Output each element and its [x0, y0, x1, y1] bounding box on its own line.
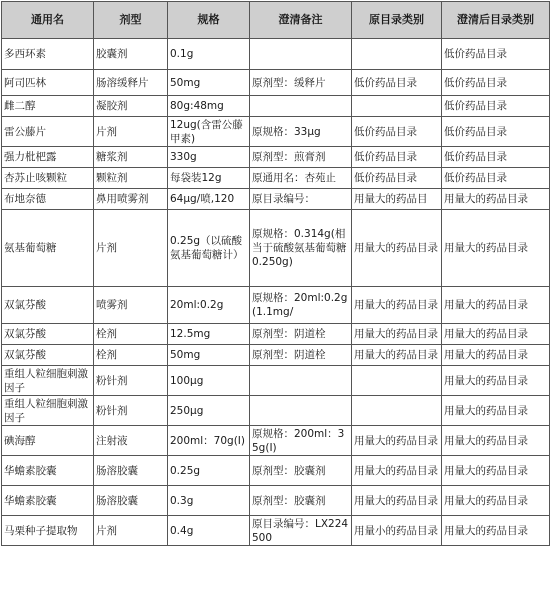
cell-spec: 80g:48mg — [168, 96, 250, 117]
cell-spec: 0.25g — [168, 456, 250, 486]
table-row — [2, 396, 550, 426]
cell-form: 片剂 — [94, 516, 168, 546]
cell-name: 华蟾素胶囊 — [2, 486, 94, 516]
cell-name: 双氯芬酸 — [2, 324, 94, 345]
table-row — [2, 70, 550, 96]
cell-spec: 12ug(含雷公藤甲素) — [168, 117, 250, 147]
cell-note: 原剂型：缓释片 — [250, 70, 352, 96]
cell-note — [250, 366, 352, 396]
cell-name: 重组人粒细胞刺激因子 — [2, 366, 94, 396]
cell-note — [250, 96, 352, 117]
cell-form: 肠溶缓释片 — [94, 70, 168, 96]
cell-form: 肠溶胶囊 — [94, 456, 168, 486]
table-row — [2, 147, 550, 168]
cell-spec: 0.3g — [168, 486, 250, 516]
header-original-category: 原目录类别 — [352, 2, 442, 39]
cell-spec: 100μg — [168, 366, 250, 396]
cell-new: 用量大的药品目录 — [442, 189, 550, 210]
cell-form: 喷雾剂 — [94, 287, 168, 324]
table-row — [2, 366, 550, 396]
cell-orig: 低价药品目录 — [352, 168, 442, 189]
cell-name: 阿司匹林 — [2, 70, 94, 96]
cell-name: 杏苏止咳颗粒 — [2, 168, 94, 189]
cell-name: 布地奈德 — [2, 189, 94, 210]
cell-new: 用量大的药品目录 — [442, 456, 550, 486]
table-row — [2, 486, 550, 516]
cell-orig: 用量大的药品目 — [352, 189, 442, 210]
cell-form: 颗粒剂 — [94, 168, 168, 189]
cell-note — [250, 396, 352, 426]
cell-name: 华蟾素胶囊 — [2, 456, 94, 486]
cell-spec: 0.25g（以硫酸氨基葡萄糖计） — [168, 210, 250, 287]
cell-new: 用量大的药品目录 — [442, 287, 550, 324]
cell-orig — [352, 96, 442, 117]
cell-form: 肠溶胶囊 — [94, 486, 168, 516]
cell-name: 重组人粒细胞刺激因子 — [2, 396, 94, 426]
table-row — [2, 287, 550, 324]
cell-new: 用量大的药品目录 — [442, 516, 550, 546]
cell-new: 低价药品目录 — [442, 70, 550, 96]
cell-note: 原剂型：煎膏剂 — [250, 147, 352, 168]
cell-note: 原规格：0.314g(相当于硫酸氨基葡萄糖0.250g) — [250, 210, 352, 287]
cell-new: 用量大的药品目录 — [442, 486, 550, 516]
cell-spec: 50mg — [168, 70, 250, 96]
cell-orig: 低价药品目录 — [352, 117, 442, 147]
cell-spec: 0.4g — [168, 516, 250, 546]
cell-spec: 每袋装12g — [168, 168, 250, 189]
cell-orig: 用量大的药品目录 — [352, 210, 442, 287]
table-row — [2, 426, 550, 456]
table-row — [2, 516, 550, 546]
cell-orig: 用量大的药品目录 — [352, 426, 442, 456]
cell-spec: 64μg/喷,120 — [168, 189, 250, 210]
header-generic-name: 通用名 — [2, 2, 94, 39]
cell-new: 用量大的药品目录 — [442, 396, 550, 426]
cell-note: 原规格：20ml:0.2g(1.1mg/ — [250, 287, 352, 324]
cell-name: 氨基葡萄糖 — [2, 210, 94, 287]
table-row — [2, 39, 550, 70]
cell-new: 用量大的药品目录 — [442, 366, 550, 396]
cell-orig: 用量大的药品目录 — [352, 287, 442, 324]
cell-new: 低价药品目录 — [442, 168, 550, 189]
cell-orig: 用量大的药品目录 — [352, 345, 442, 366]
cell-new: 用量大的药品目录 — [442, 324, 550, 345]
cell-spec: 200ml：70g(I) — [168, 426, 250, 456]
cell-orig — [352, 366, 442, 396]
cell-name: 碘海醇 — [2, 426, 94, 456]
cell-form: 凝胶剂 — [94, 96, 168, 117]
table-row — [2, 456, 550, 486]
table-row — [2, 96, 550, 117]
cell-new: 用量大的药品目录 — [442, 345, 550, 366]
cell-note: 原通用名：杏苑止 — [250, 168, 352, 189]
table-row — [2, 168, 550, 189]
cell-orig — [352, 396, 442, 426]
cell-note: 原规格：33µg — [250, 117, 352, 147]
header-dosage-form: 剂型 — [94, 2, 168, 39]
cell-form: 粉针剂 — [94, 366, 168, 396]
cell-name: 多西环素 — [2, 39, 94, 70]
cell-form: 栓剂 — [94, 324, 168, 345]
cell-name: 雷公藤片 — [2, 117, 94, 147]
cell-note: 原剂型：阴道栓 — [250, 324, 352, 345]
cell-new: 用量大的药品目录 — [442, 210, 550, 287]
table-row — [2, 189, 550, 210]
cell-form: 糖浆剂 — [94, 147, 168, 168]
header-row — [2, 2, 550, 39]
cell-orig: 低价药品目录 — [352, 70, 442, 96]
cell-orig: 用量大的药品目录 — [352, 456, 442, 486]
cell-new: 低价药品目录 — [442, 39, 550, 70]
cell-spec: 250μg — [168, 396, 250, 426]
watermark-logo — [484, 566, 544, 588]
cell-form: 胶囊剂 — [94, 39, 168, 70]
cell-form: 粉针剂 — [94, 396, 168, 426]
cell-note — [250, 39, 352, 70]
cell-spec: 0.1g — [168, 39, 250, 70]
cell-spec: 330g — [168, 147, 250, 168]
cell-form: 片剂 — [94, 117, 168, 147]
cell-name: 双氯芬酸 — [2, 345, 94, 366]
cell-note: 原剂型：胶囊剂 — [250, 456, 352, 486]
cell-spec: 50mg — [168, 345, 250, 366]
cell-spec: 20ml:0.2g — [168, 287, 250, 324]
cell-orig: 用量大的药品目录 — [352, 486, 442, 516]
cell-name: 强力枇杷露 — [2, 147, 94, 168]
cell-form: 栓剂 — [94, 345, 168, 366]
cell-note: 原剂型：胶囊剂 — [250, 486, 352, 516]
cell-name: 雌二醇 — [2, 96, 94, 117]
cell-orig: 用量小的药品目录 — [352, 516, 442, 546]
cell-orig: 低价药品目录 — [352, 147, 442, 168]
cell-note: 原目录编号：LX224500 — [250, 516, 352, 546]
header-new-category: 澄清后目录类别 — [442, 2, 550, 39]
header-spec: 规格 — [168, 2, 250, 39]
cell-orig — [352, 39, 442, 70]
cell-note: 原规格：200ml：35g(I) — [250, 426, 352, 456]
cell-orig: 用量大的药品目录 — [352, 324, 442, 345]
cell-new: 低价药品目录 — [442, 96, 550, 117]
cell-new: 用量大的药品目录 — [442, 426, 550, 456]
cell-name: 马栗种子提取物 — [2, 516, 94, 546]
cell-note: 原剂型：阴道栓 — [250, 345, 352, 366]
cell-spec: 12.5mg — [168, 324, 250, 345]
header-clarification-note: 澄清备注 — [250, 2, 352, 39]
table-row — [2, 117, 550, 147]
cell-form: 片剂 — [94, 210, 168, 287]
cell-form: 注射液 — [94, 426, 168, 456]
cell-new: 低价药品目录 — [442, 117, 550, 147]
table-row — [2, 324, 550, 345]
table-row — [2, 345, 550, 366]
cell-name: 双氯芬酸 — [2, 287, 94, 324]
table-row — [2, 210, 550, 287]
cell-new: 低价药品目录 — [442, 147, 550, 168]
drug-catalog-table — [1, 1, 550, 546]
cell-form: 鼻用喷雾剂 — [94, 189, 168, 210]
cell-note: 原目录编号： — [250, 189, 352, 210]
